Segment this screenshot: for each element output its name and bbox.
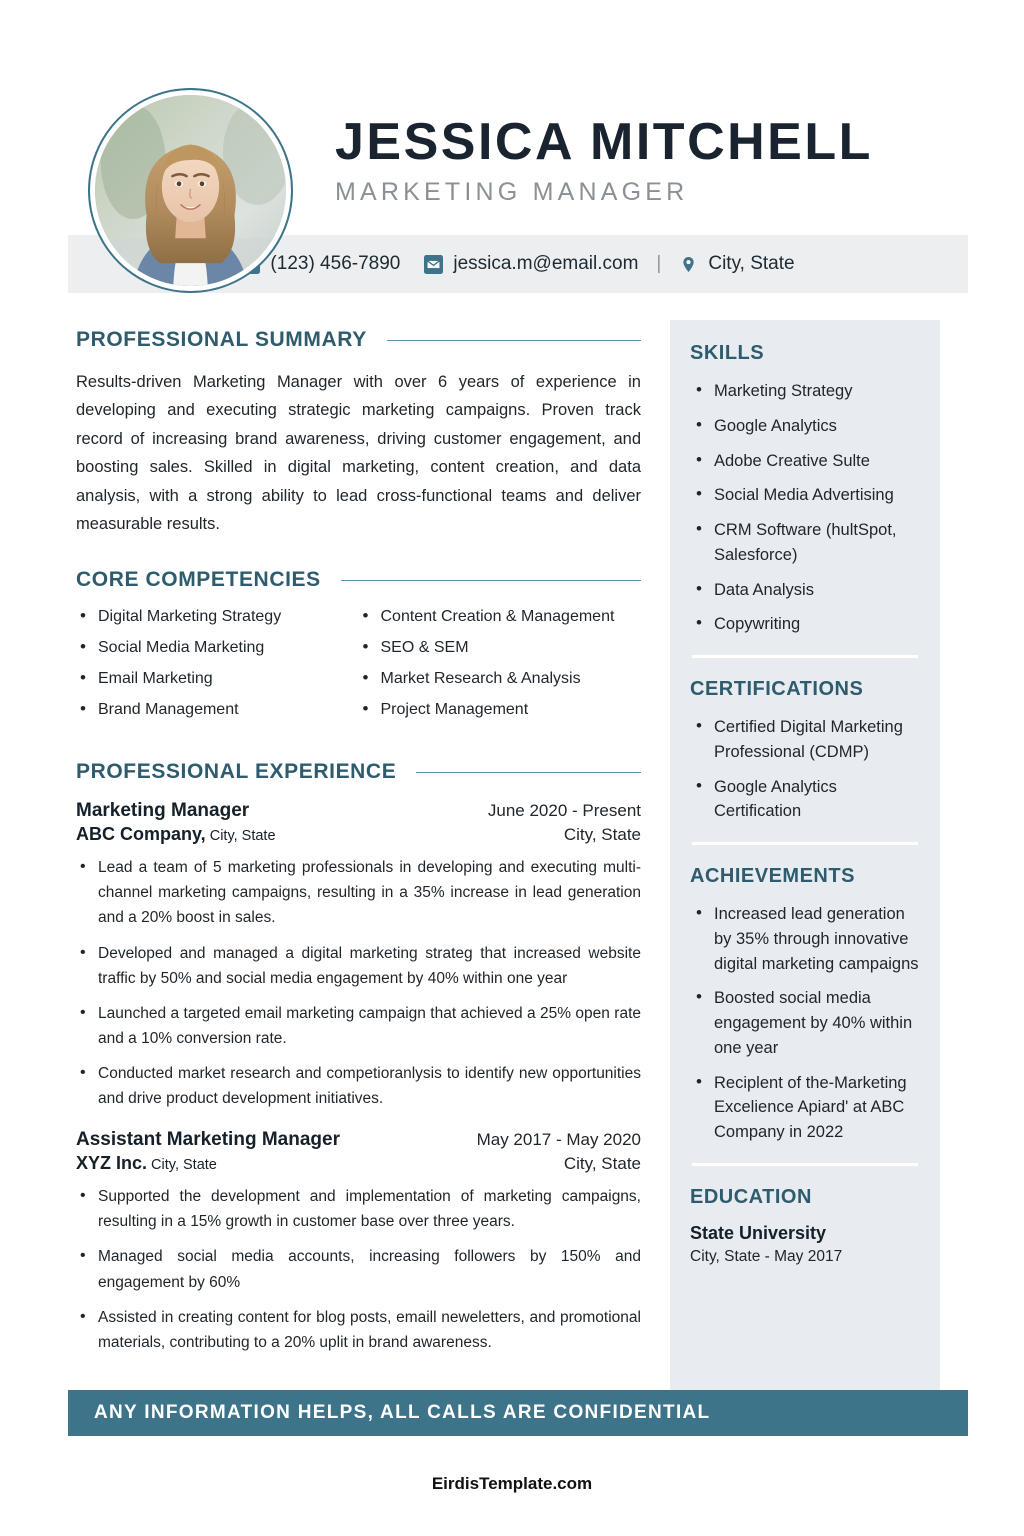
competencies-column-1 (76, 608, 359, 732)
skills-heading: SKILLS (690, 342, 765, 364)
contact-separator: | (656, 253, 662, 274)
main-column (76, 328, 641, 1373)
sidebar-section-skills (690, 342, 920, 637)
competencies-column-2 (359, 608, 642, 732)
list-item: • Market Research & Analysis (359, 670, 642, 688)
sidebar-divider (692, 1163, 918, 1166)
sidebar (670, 320, 940, 1390)
list-item: • Marketing Strategy (690, 379, 920, 404)
envelope-icon (424, 255, 443, 274)
list-item: • Copywriting (690, 612, 920, 637)
job-title: Marketing Manager (76, 800, 250, 822)
job-company-name: ABC Company, (76, 824, 206, 845)
sidebar-section-achievements (690, 865, 920, 1145)
job-company (76, 824, 276, 845)
list-item: • Data Analysis (690, 578, 920, 603)
map-pin-icon (679, 255, 698, 274)
summary-text: Results-driven Marketing Manager with over 6 years of experience in developing and executing strategic marketing campaigns. Proven track record of increasing brand awareness, driving customer engagement, and boosting sales. Skilled in digital marketing, content creation, and data analysis, with a strong ability to lead cross-functional teams and deliver measurable results. (76, 373, 641, 533)
skills-list (690, 379, 920, 637)
list-item: • Developed and managed a digital marketing strateg that increased website traffic by 50% and social media engagement by 40% within one year (76, 941, 641, 991)
certifications-heading: CERTIFICATIONS (690, 678, 864, 700)
resume-body (0, 320, 1024, 1536)
competencies-heading: CORE COMPETENCIES (76, 568, 321, 592)
job-bullets (76, 855, 641, 1111)
confidential-banner-text: ANY INFORMATION HELPS, ALL CALLS ARE CONFIDENTIAL (94, 1402, 711, 1423)
list-item: • Email Marketing (76, 670, 359, 688)
page-title: JESSICA MITCHELL (335, 113, 873, 171)
list-item: • SEO & SEM (359, 639, 642, 657)
sidebar-divider (692, 842, 918, 845)
list-item: • Content Creation & Management (359, 608, 642, 626)
list-item: • Social Media Marketing (76, 639, 359, 657)
job-title-row (76, 1129, 641, 1151)
section-core-competencies (76, 568, 641, 732)
contact-location (679, 253, 794, 275)
list-item: • Certified Digital Marketing Professional (CDMP) (690, 715, 920, 765)
sidebar-section-education (690, 1186, 920, 1266)
job-location: City, State (563, 1154, 641, 1174)
experience-heading: PROFESSIONAL EXPERIENCE (76, 760, 397, 784)
list-item: • Supported the development and implementation of marketing campaigns, resulting in a 15% growth in customer base over three years. (76, 1184, 641, 1234)
summary-heading-row (76, 328, 641, 352)
job-title: Assistant Marketing Manager (76, 1129, 340, 1151)
location-value: City, State (708, 253, 795, 274)
achievements-list (690, 902, 920, 1145)
resume-header (0, 0, 1024, 225)
heading-rule (387, 340, 641, 341)
list-item: • Brand Management (76, 701, 359, 719)
experience-entry (76, 1129, 641, 1355)
summary-heading: PROFESSIONAL SUMMARY (76, 328, 367, 351)
identity-block (335, 115, 873, 207)
list-item: • Project Management (359, 701, 642, 719)
job-dates: May 2017 - May 2020 (476, 1130, 641, 1150)
section-professional-experience (76, 760, 641, 1355)
profile-photo-illustration (95, 95, 286, 286)
profile-photo (95, 95, 286, 286)
list-item: • Managed social media accounts, increasing followers by 150% and engagement by 60% (76, 1244, 641, 1294)
confidential-banner (68, 1390, 968, 1436)
certifications-list (690, 715, 920, 824)
job-dates: June 2020 - Present (487, 801, 641, 821)
education-heading: EDUCATION (690, 1185, 812, 1208)
list-item: • Conducted market research and competioranlysis to identify new opportunities and drive product development initiatives. (76, 1061, 641, 1111)
avatar (88, 88, 293, 293)
education-meta: City, State - May 2017 (690, 1247, 843, 1265)
list-item: • Social Media Advertising (690, 483, 920, 508)
experience-entry (76, 800, 641, 1111)
job-company-row (76, 1153, 641, 1174)
list-item: • Adobe Creative Sulte (690, 449, 920, 474)
list-item: • Boosted social media engagement by 40% within one year (690, 986, 920, 1060)
list-item: • Google Analytics (690, 414, 920, 439)
education-school: State University (690, 1222, 827, 1243)
heading-rule (416, 772, 641, 773)
job-company-location: City, State (147, 1157, 217, 1174)
experience-heading-row (76, 760, 641, 784)
email-value: jessica.m@email.com (453, 253, 639, 274)
job-location: City, State (563, 825, 641, 845)
list-item: • Google Analytics Certification (690, 775, 920, 825)
competencies-heading-row (76, 568, 641, 592)
job-company-row (76, 824, 641, 845)
list-item: • Reciplent of the-Marketing Excelience Apiard' at ABC Company in 2022 (690, 1071, 920, 1145)
phone-value: (123) 456-7890 (270, 253, 401, 274)
heading-rule (341, 580, 641, 581)
contact-email[interactable] (424, 253, 638, 275)
sidebar-section-certifications (690, 678, 920, 824)
list-item: • Increased lead generation by 35% through innovative digital marketing campaigns (690, 902, 920, 976)
list-item: • CRM Software (hultSpot, Salesforce) (690, 518, 920, 568)
list-item: • Lead a team of 5 marketing professionals in developing and executing multi-channel marketing campaigns, resulting in a 35% increase in lead generation and a 20% boost in sales. (76, 855, 641, 930)
job-title-row (76, 800, 641, 822)
competencies-grid (76, 608, 641, 732)
template-credit: EirdisTemplate.com (431, 1474, 593, 1493)
sidebar-divider (692, 655, 918, 658)
list-item: • Digital Marketing Strategy (76, 608, 359, 626)
achievements-heading: ACHIEVEMENTS (690, 865, 855, 887)
list-item: • Launched a targeted email marketing campaign that achieved a 25% open rate and a 10% conversion rate. (76, 1001, 641, 1051)
job-role-subtitle: MARKETING MANAGER (335, 177, 689, 206)
job-company (76, 1153, 217, 1174)
job-company-location: City, State (205, 828, 276, 845)
list-item: • Assisted in creating content for blog posts, emaill neweletters, and promotional materials, contributing to a 20% uplit in brand awareness. (76, 1305, 641, 1355)
section-professional-summary (76, 328, 641, 538)
job-bullets (76, 1184, 641, 1355)
job-company-name: XYZ Inc. (76, 1153, 148, 1174)
